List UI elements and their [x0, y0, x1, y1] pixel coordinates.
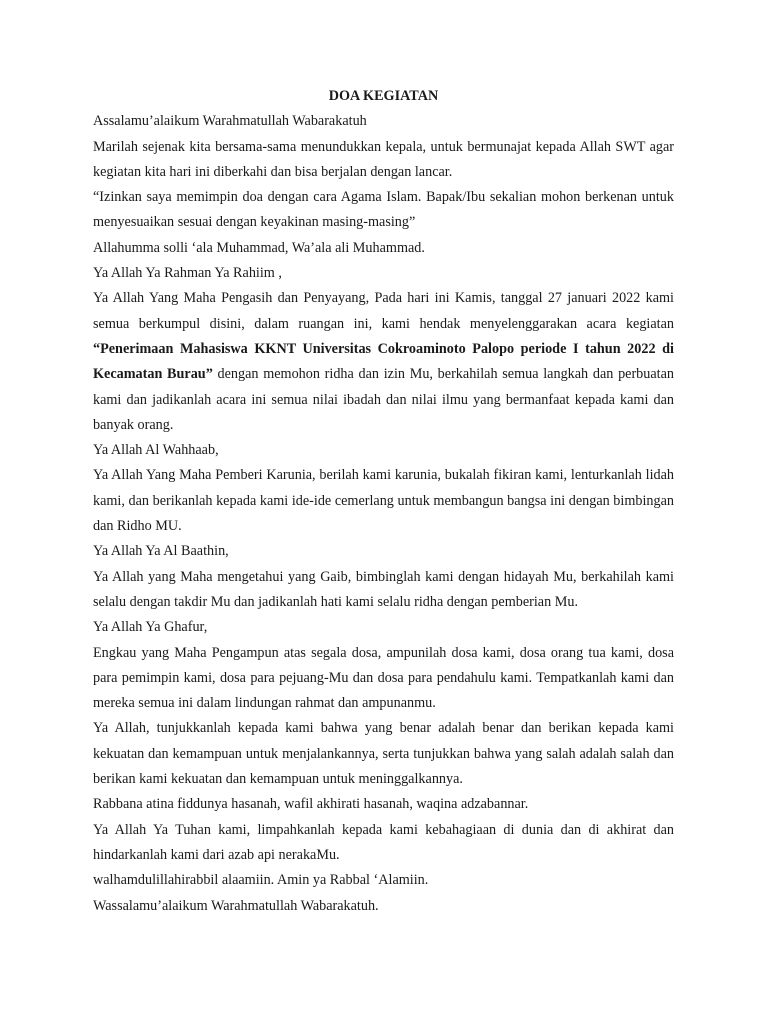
paragraph-event: [93, 286, 674, 438]
paragraph-event-intro: Ya Allah Yang Maha Pengasih dan Penyayang, Pada hari ini Kamis, tanggal 27 januari 2022 kami semua berkumpul disini, dalam ruangan ini, kami hendak menyelenggarakan acara kegiatan: [93, 290, 674, 332]
paragraph-permission: “Izinkan saya memimpin doa dengan cara Agama Islam. Bapak/Ibu sekalian mohon berkenan untuk menyesuaikan sesuai dengan keyakinan masing-masing”: [93, 189, 674, 231]
heading-ghafur: Ya Allah Ya Ghafur,: [93, 619, 208, 636]
paragraph-rabbana: Rabbana atina fiddunya hasanah, wafil akhirati hasanah, waqina adzabannar.: [93, 796, 529, 813]
document-page: [93, 84, 674, 919]
document-title: DOA KEGIATAN: [328, 88, 439, 104]
paragraph-invitation: Marilah sejenak kita bersama-sama menundukkan kepala, untuk bermunajat kepada Allah SWT agar kegiatan kita hari ini diberkahi dan bisa berjalan dengan lancar.: [93, 138, 674, 180]
paragraph-kebahagiaan: Ya Allah Ya Tuhan kami, limpahkanlah kepada kami kebahagiaan di dunia dan di akhirat dan hindarkanlah kami dari azab api nerakaMu.: [93, 821, 674, 863]
paragraph-kebenaran: Ya Allah, tunjukkanlah kepada kami bahwa yang benar adalah benar dan berikan kepada kami kekuatan dan kemampuan untuk menjalankannya, serta tunjukkan bahwa yang salah adalah salah dan berikan kami kekuatan dan kemampuan untuk meninggalkannya.: [93, 720, 674, 788]
heading-al-baathin: Ya Allah Ya Al Baathin,: [93, 543, 229, 560]
paragraph-pengampun: Engkau yang Maha Pengampun atas segala dosa, ampunilah dosa kami, dosa orang tua kami, dosa para pemimpin kami, dosa para pejuang-Mu dan dosa para pendahulu kami. Tempatkanlah kami dan mereka semua ini dalam lindungan rahmat dan ampunanmu.: [93, 644, 674, 712]
paragraph-event-rest: dengan memohon ridha dan izin Mu, berkahilah semua langkah dan perbuatan kami dan jadikanlah acara ini semua nilai ibadah dan nilai ilmu yang bermanfaat kepada kami dan banyak orang.: [93, 366, 674, 433]
heading-ya-rahman: Ya Allah Ya Rahman Ya Rahiim ,: [93, 265, 282, 282]
paragraph-salawat: Allahumma solli ‘ala Muhammad, Wa’ala ali Muhammad.: [93, 239, 425, 256]
greeting-closing: Wassalamu’alaikum Warahmatullah Wabarakatuh.: [93, 897, 379, 914]
heading-al-wahhaab: Ya Allah Al Wahhaab,: [93, 442, 219, 459]
event-name: “Penerimaan Mahasiswa KKNT Universitas Cokroaminoto Palopo periode I tahun 2022 di Kecamatan Burau”: [93, 340, 674, 383]
greeting-opening: Assalamu’alaikum Warahmatullah Wabarakatuh: [93, 113, 367, 130]
paragraph-hamdalah: walhamdulillahirabbil alaamiin. Amin ya Rabbal ‘Alamiin.: [93, 872, 429, 889]
paragraph-karunia: Ya Allah Yang Maha Pemberi Karunia, berilah kami karunia, bukalah fikiran kami, lenturkanlah lidah kami, dan berikanlah kepada kami ide-ide cemerlang untuk membangun bangsa ini dengan bimbingan dan Ridho MU.: [93, 467, 674, 535]
paragraph-gaib: Ya Allah yang Maha mengetahui yang Gaib, bimbinglah kami dengan hidayah Mu, berkahilah kami selalu dengan takdir Mu dan jadikanlah hati kami selalu ridha dengan pemberian Mu.: [93, 568, 674, 610]
